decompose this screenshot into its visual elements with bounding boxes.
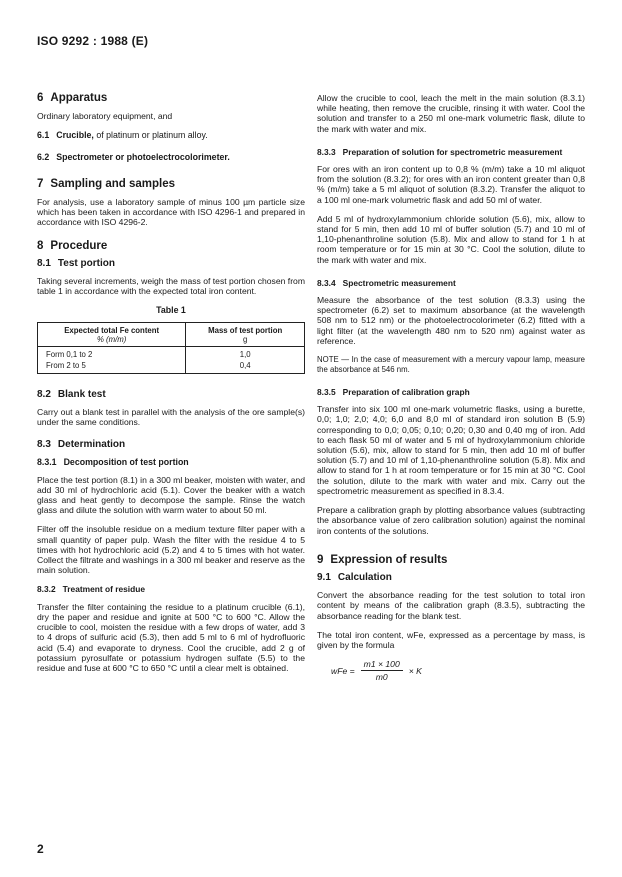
table-1 <box>37 322 305 374</box>
table-cell-mass: 1,0 <box>186 346 305 360</box>
section-8-3-1-heading: 8.3.1 Decomposition of test portion <box>37 457 189 468</box>
table-cell-range: Form 0,1 to 2 <box>38 346 186 360</box>
section-8-3-5-p2: Prepare a calibration graph by plotting absorbance values (subtracting the absorbance value of zero calibration solution) against the nominal iron contents of the solutions. <box>317 505 585 536</box>
section-6-heading: 6 Apparatus <box>37 92 108 104</box>
table-header-mass: Mass of test portion g <box>186 322 305 346</box>
formula-lhs: wFe = <box>331 665 355 676</box>
section-9-1-heading: 9.1 Calculation <box>317 571 392 583</box>
formula-denominator: m0 <box>375 672 388 683</box>
section-6-text: Ordinary laboratory equipment, and <box>37 111 173 122</box>
left-column <box>37 93 305 682</box>
section-6-1: 6.1 Crucible, of platinum or platinum alloy. <box>37 130 208 141</box>
section-8-3-1-p1: Place the test portion (8.1) in a 300 ml beaker, moisten with water, and add 30 ml of hydrochloric acid (5.1). Cover the beaker with a watch glass and heat gently to decompose the sample. Rinse the watch glass and dilute the solution with warm water to about 50 ml. <box>37 474 305 516</box>
section-9-1-p1: Convert the absorbance reading for the test solution to total iron content by means of the calibration graph (8.3.5), subtracting the absorbance reading for the blank test. <box>317 590 585 621</box>
section-8-3-5-heading: 8.3.5 Preparation of calibration graph <box>317 387 470 398</box>
section-7-heading: 7 Sampling and samples <box>37 177 176 190</box>
right-column <box>317 93 585 683</box>
table-cell-range: From 2 to 5 <box>38 360 186 374</box>
section-8-3-2-text: Transfer the filter containing the residue to a platinum crucible (6.1), dry the paper and residue and ignite at 500 °C to 600 °C. Allow the crucible to cool, moisten the residue with a few drops of water, add 3 to 4 drops of sulfuric acid (5.3), then add 5 ml to 6 ml of hydrofluoric acid (5.4) and evaporate to dryness. Cool the crucible, add 2 g of potassium pyrosulfate or potassium hydrogen sulfate (5.5) to the residue and fuse at 600 °C to 650 °C until a clear melt is obtained. <box>37 601 305 673</box>
formula-fraction <box>361 659 403 682</box>
formula <box>331 659 585 682</box>
table-row <box>38 346 305 360</box>
section-9-heading: 9 Expression of results <box>317 553 448 566</box>
section-8-3-3-p2: Add 5 ml of hydroxylammonium chloride solution (5.6), mix, allow to stand for 5 min, then add 10 ml of buffer solution (5.7) and 10 ml of 1,10-phenanthroline solution (5.8). Mix and allow to stand for 1 h at room temperature or for 15 min at 30 °C. Cool the solution, dilute to the mark with water and mix. <box>317 213 585 265</box>
table-caption: Table 1 <box>156 305 186 316</box>
table-row <box>38 360 305 374</box>
section-8-3-4-heading: 8.3.4 Spectrometric measurement <box>317 277 456 288</box>
section-8-3-4-text: Measure the absorbance of the test solution (8.3.3) using the spectrometer (6.2) set to maximum absorbance (at the wavelength 508 nm to 512 nm) or the photoelectrocolorimeter (6.2) fitted with a light filter (at the wavelength 480 nm to 520 nm) against water as reference. <box>317 295 585 346</box>
section-8-heading: 8 Procedure <box>37 239 108 252</box>
section-8-2-heading: 8.2 Blank test <box>37 388 106 400</box>
section-8-2-text: Carry out a blank test in parallel with the analysis of the ore sample(s) under the same conditions. <box>37 406 305 428</box>
table-cell-mass: 0,4 <box>186 360 305 374</box>
section-8-1-heading: 8.1 Test portion <box>37 257 115 269</box>
table-header-fe: Expected total Fe content % (m/m) <box>38 322 186 346</box>
page-number: 2 <box>37 842 44 856</box>
section-8-3-1-p2: Filter off the insoluble residue on a medium texture filter paper with a small quantity of paper pulp. Wash the filter with the residue 4 to 5 times with hot hydrochloric acid (5.2) and 4 to 5 times with hot water. Collect the filtrate and washings in a 300 ml beaker and reserve as the main solution. <box>37 524 305 576</box>
section-8-3-3-heading: 8.3.3 Preparation of solution for spectrometric measurement <box>317 146 563 157</box>
continued-text: Allow the crucible to cool, leach the melt in the main solution (8.3.1) while heating, then remove the crucible, rinsing it with water. Cool the solution and transfer to a 250 ml one-mark volumetric flask, dilute to the mark with water and mix. <box>317 93 585 134</box>
section-8-3-3-p1: For ores with an iron content up to 0,8 % (m/m) take a 10 ml aliquot from the solution (8.3.2); for ores with an iron content greater than 0,8 % (m/m) take a 5 ml aliquot of solution (8.3.2). Transfer the aliquot to a 100 ml one-mark volumetric flask and add 50 ml of water. <box>317 164 585 205</box>
section-7-text: For analysis, use a laboratory sample of minus 100 µm particle size which has been taken in accordance with ISO 4296-1 and prepared in accordance with ISO 4296-2. <box>37 197 305 228</box>
section-8-1-text: Taking several increments, weigh the mass of test portion chosen from table 1 in accordance with the expected total iron content. <box>37 276 305 297</box>
document-header: ISO 9292 : 1988 (E) <box>37 34 149 48</box>
section-8-3-2-heading: 8.3.2 Treatment of residue <box>37 584 146 595</box>
section-9-1-p2: The total iron content, wFe, expressed as a percentage by mass, is given by the formula <box>317 629 585 650</box>
formula-numerator: m1 × 100 <box>361 659 403 671</box>
formula-rhs: × K <box>408 665 422 676</box>
section-6-2: 6.2 Spectrometer or photoelectrocolorimeter. <box>37 151 230 162</box>
section-8-3-heading: 8.3 Determination <box>37 439 126 451</box>
section-8-3-4-note: NOTE — In the case of measurement with a mercury vapour lamp, measure the absorbance at 546 nm. <box>317 355 585 374</box>
section-8-3-5-p1: Transfer into six 100 ml one-mark volumetric flasks, using a burette, 0,0; 1,0; 2,0; 4,0; 6,0 and 8,0 ml of standard iron solution B (5.9) corresponding to 0,0; 0,05; 0,10; 0,20; 0,30 and 0,40 mg of iron. Add to each flask 50 ml of water and 5 ml of hydroxylammonium chloride solution (5.6), mix, allow to stand for 5 min, then add 10 ml of buffer solution (5.7) and 10 ml of 1,10-phenanthroline solution (5.8). Mix and allow to stand for 1 h at room temperature or for 15 min at 30 °C. Cool the solution, dilute to the mark with water and mix. Carry out the spectrometric measurement as specified in 8.3.4. <box>317 404 585 496</box>
